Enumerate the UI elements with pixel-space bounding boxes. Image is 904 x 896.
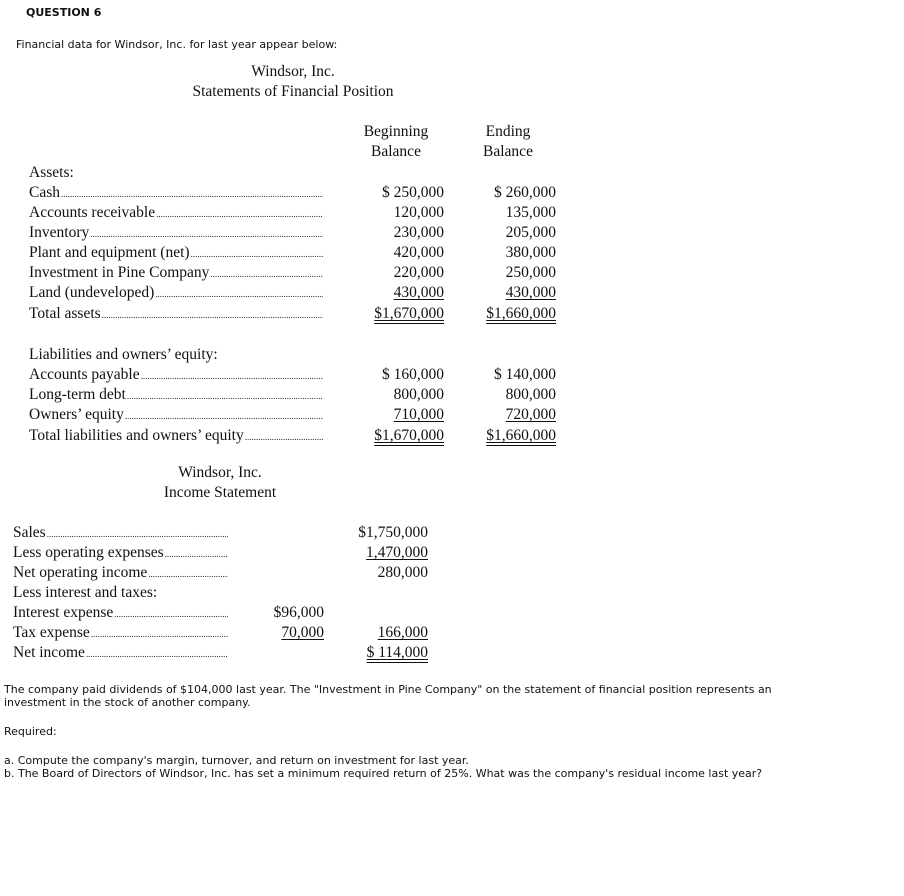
begin-total	[340, 305, 444, 323]
liability-label: Accounts payable	[29, 366, 140, 383]
leader-dots	[141, 371, 323, 381]
is-right-value-text: 166,000	[377, 624, 428, 641]
is-label: Net operating income	[13, 564, 148, 581]
begin-total-text: $1,670,000	[374, 305, 444, 322]
col-beginning-1: Beginning	[363, 123, 429, 140]
begin-value: 800,000	[393, 386, 444, 403]
is-row	[13, 564, 228, 582]
liability-row	[29, 406, 323, 424]
begin-value	[340, 406, 444, 424]
asset-row	[29, 244, 323, 262]
end-value: 800,000	[505, 386, 556, 403]
required-item-b: b. The Board of Directors of Windsor, Inc. has set a minimum required return of 25%. What was the company's residual income last year?	[4, 767, 763, 780]
is-right-value-text: $ 114,000	[366, 644, 428, 661]
is-label: Sales	[13, 524, 46, 541]
liability-total-row	[29, 427, 323, 445]
is-row	[13, 524, 228, 542]
leader-dots	[102, 310, 323, 320]
leader-dots	[148, 569, 228, 579]
leader-dots	[165, 549, 228, 559]
begin-value	[340, 284, 444, 302]
asset-label: Plant and equipment (net)	[29, 244, 190, 261]
asset-row	[29, 224, 323, 242]
liability-label: Long-term debt	[29, 386, 126, 403]
required-label: Required:	[4, 725, 57, 738]
asset-label: Cash	[29, 184, 60, 201]
begin-value: $ 160,000	[382, 366, 444, 383]
is-right-value-text: 1,470,000	[366, 544, 428, 561]
is-label: Interest expense	[13, 604, 114, 621]
sfp-title: Statements of Financial Position	[192, 83, 394, 100]
begin-value: $ 250,000	[382, 184, 444, 201]
leader-dots	[210, 269, 323, 279]
is-mid-value	[240, 624, 324, 642]
question-label: QUESTION 6	[26, 6, 102, 19]
sfp-company: Windsor, Inc.	[251, 63, 335, 80]
begin-value-text: 710,000	[393, 406, 444, 423]
asset-label: Inventory	[29, 224, 90, 241]
is-right-value	[330, 544, 428, 562]
leader-dots	[61, 189, 323, 199]
leader-dots	[114, 609, 228, 619]
is-company: Windsor, Inc.	[178, 464, 262, 481]
leader-dots	[125, 411, 323, 421]
is-row	[13, 604, 228, 622]
col-ending-2: Balance	[483, 143, 533, 160]
is-right-value: 280,000	[377, 564, 428, 581]
asset-row	[29, 284, 323, 302]
is-label: Less interest and taxes:	[13, 584, 158, 601]
end-total	[452, 305, 556, 323]
begin-value: 230,000	[393, 224, 444, 241]
begin-value: 220,000	[393, 264, 444, 281]
intro-text: Financial data for Windsor, Inc. for last year appear below:	[16, 38, 338, 51]
liability-row	[29, 366, 323, 384]
is-label: Less operating expenses	[13, 544, 164, 561]
asset-row	[29, 264, 323, 282]
is-mid-value: $96,000	[273, 604, 324, 621]
end-value	[452, 284, 556, 302]
is-right-value	[330, 624, 428, 642]
is-right-value	[330, 644, 428, 662]
begin-total	[340, 427, 444, 445]
begin-total-text: $1,670,000	[374, 427, 444, 444]
liability-label: Owners’ equity	[29, 406, 124, 423]
asset-row	[29, 184, 323, 202]
leader-dots	[127, 391, 323, 401]
col-ending-1: Ending	[485, 123, 531, 140]
assets-heading: Assets:	[29, 164, 74, 181]
end-value: $ 140,000	[494, 366, 556, 383]
asset-label: Total assets	[29, 305, 101, 322]
leader-dots	[90, 229, 323, 239]
col-beginning-2: Balance	[371, 143, 421, 160]
asset-label: Land (undeveloped)	[29, 284, 155, 301]
liability-label: Total liabilities and owners’ equity	[29, 427, 244, 444]
leader-dots	[245, 432, 323, 442]
end-value: 205,000	[505, 224, 556, 241]
leader-dots	[86, 649, 228, 659]
is-title: Income Statement	[163, 484, 277, 501]
is-right-value: $1,750,000	[358, 524, 428, 541]
end-value	[452, 406, 556, 424]
begin-value: 420,000	[393, 244, 444, 261]
end-value: 135,000	[505, 204, 556, 221]
end-value-text: 720,000	[505, 406, 556, 423]
is-row	[13, 544, 228, 562]
end-value-text: 430,000	[505, 284, 556, 301]
end-value: $ 260,000	[494, 184, 556, 201]
asset-row	[29, 204, 323, 222]
begin-value-text: 430,000	[393, 284, 444, 301]
asset-total-row	[29, 305, 323, 323]
end-total	[452, 427, 556, 445]
leader-dots	[91, 629, 228, 639]
dividend-paragraph: The company paid dividends of $104,000 last year. The "Investment in Pine Company" on the statement of financial position represents an investment in the stock of another company.	[4, 683, 772, 709]
begin-value: 120,000	[393, 204, 444, 221]
leader-dots	[155, 289, 323, 299]
is-mid-value-text: 70,000	[281, 624, 324, 641]
end-value: 250,000	[505, 264, 556, 281]
leader-dots	[156, 209, 323, 219]
leader-dots	[191, 249, 323, 259]
is-label: Net income	[13, 644, 85, 661]
asset-label: Investment in Pine Company	[29, 264, 210, 281]
asset-label: Accounts receivable	[29, 204, 156, 221]
is-label: Tax expense	[13, 624, 90, 641]
end-value: 380,000	[505, 244, 556, 261]
is-row	[13, 644, 228, 662]
required-item-a: a. Compute the company's margin, turnover, and return on investment for last year.	[4, 754, 469, 767]
end-total-text: $1,660,000	[486, 305, 556, 322]
liabilities-heading: Liabilities and owners’ equity:	[29, 346, 218, 363]
end-total-text: $1,660,000	[486, 427, 556, 444]
liability-row	[29, 386, 323, 404]
is-row	[13, 624, 228, 642]
leader-dots	[47, 529, 228, 539]
